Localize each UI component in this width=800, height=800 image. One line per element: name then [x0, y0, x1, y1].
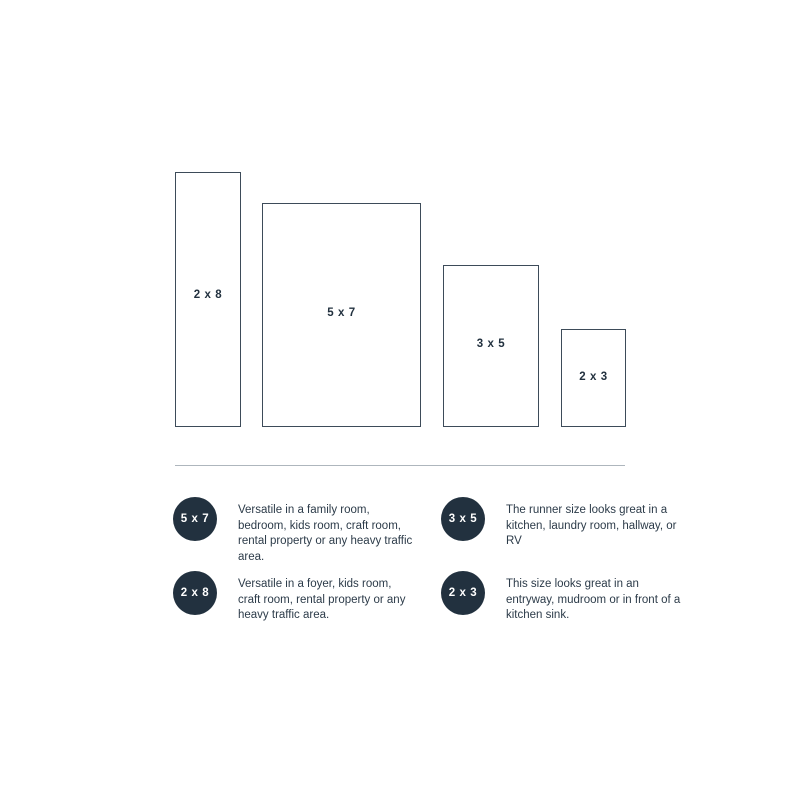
legend-badge-2x3: 2 x 3 [441, 571, 485, 615]
legend-badge-3x5: 3 x 5 [441, 497, 485, 541]
legend-description-2x3: This size looks great in an entryway, mudroom or in front of a kitchen sink. [506, 578, 681, 621]
legend-item-3x5 [441, 497, 681, 550]
rug-label-5x7: 5 x 7 [327, 307, 356, 319]
legend-description-5x7: Versatile in a family room, bedroom, kids room, craft room, rental property or any heavy traffic area. [238, 504, 413, 563]
legend-item-5x7 [173, 497, 413, 565]
rug-label-2x3: 2 x 3 [579, 371, 608, 383]
legend-item-2x8 [173, 571, 413, 624]
section-divider [175, 465, 625, 466]
legend-badge-2x8: 2 x 8 [173, 571, 217, 615]
rug-rect-5x7 [262, 203, 421, 427]
rug-label-3x5: 3 x 5 [476, 338, 506, 350]
legend-badge-5x7: 5 x 7 [173, 497, 217, 541]
rug-rect-3x5 [443, 265, 539, 427]
legend-item-2x3 [441, 571, 681, 624]
rug-label-2x8: 2 x 8 [193, 289, 223, 301]
legend-description-3x5: The runner size looks great in a kitchen, laundry room, hallway, or RV [506, 504, 677, 547]
legend-description-2x8: Versatile in a foyer, kids room, craft room, rental property or any heavy traffic area. [238, 578, 406, 621]
rug-rect-2x3 [561, 329, 626, 427]
rug-rect-2x8 [175, 172, 241, 427]
